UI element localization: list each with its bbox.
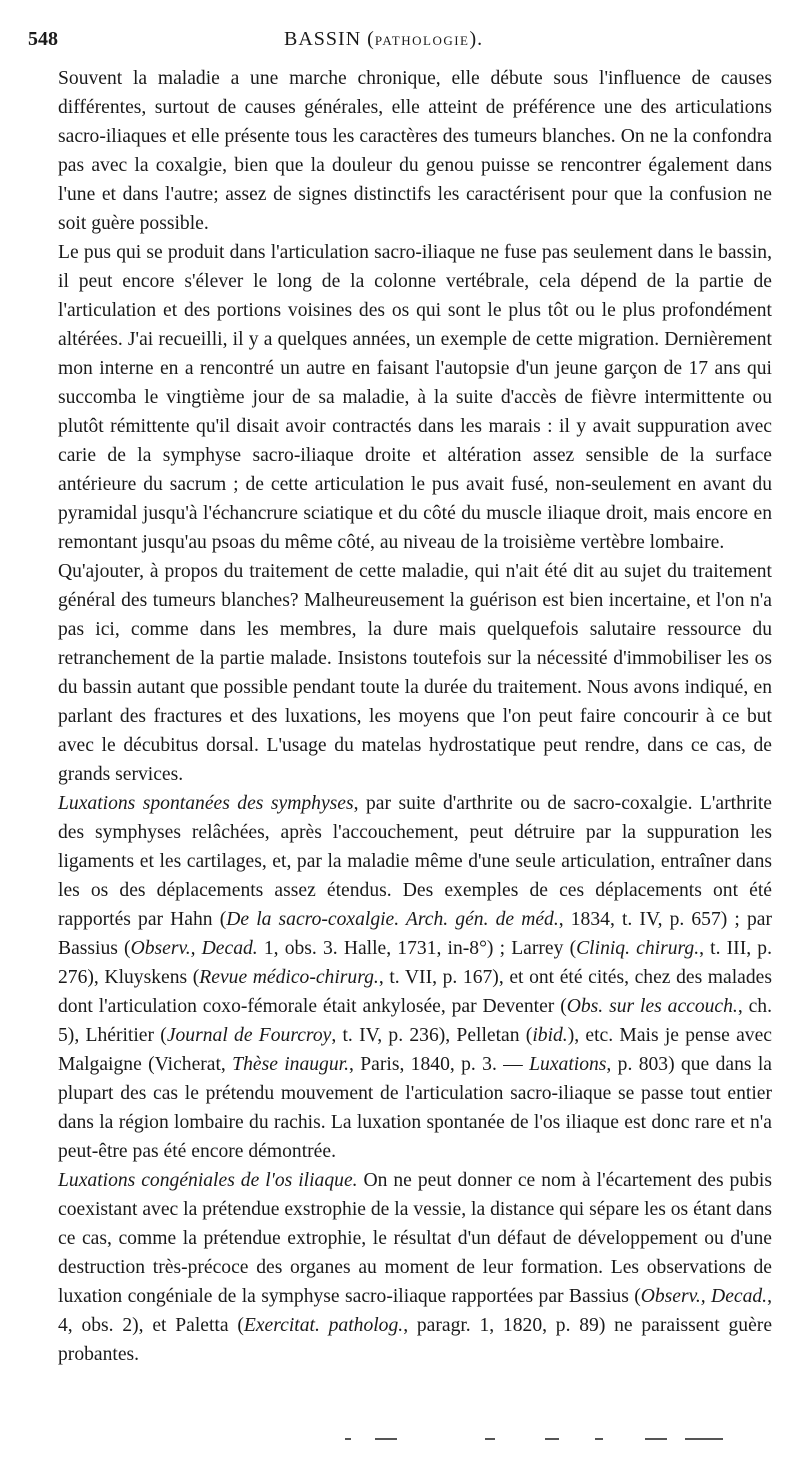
running-title-main: BASSIN <box>284 28 362 50</box>
italic-text: De la sacro-coxalgie. Arch. gén. de méd. <box>226 909 559 930</box>
text-run: , par suite d'arthrite ou de sacro-coxalgie. L'arthrite des symphyses relâchées, après l'accouchement, peut détruire par la suppuration les ligaments et les cartilages, et, par la maladie même d'une seule articulation, entraîner dans les os des déplacements assez étendus. Des exemples de ces déplacements ont été rapportés par Hahn ( <box>58 793 773 930</box>
print-mark <box>685 1438 723 1440</box>
print-mark <box>485 1438 495 1440</box>
paragraph-3 <box>58 557 772 789</box>
italic-text: Observ., Decad. <box>130 938 258 959</box>
footer-print-marks <box>345 1438 725 1442</box>
italic-text: Luxations spontanées des symphyses <box>58 793 354 814</box>
text-run: Souvent la maladie a une marche chronique, elle débute sous l'influence de causes différentes, surtout de causes générales, elle atteint de préférence une des articulations sacro-iliaques et elle présente tous les caractères des tumeurs blanches. On ne la confondra pas avec la coxalgie, bien que la douleur du genou puisse se rencontrer également dans l'une et dans l'autre; assez de signes distinctifs les caractérisent pour que la confusion ne soit guère possible. <box>58 68 772 234</box>
italic-text: Observ., Decad. <box>640 1286 768 1307</box>
text-run: Qu'ajouter, à propos du traitement de cette maladie, qui n'ait été dit au sujet du traitement général des tumeurs blanches? Malheureusement la guérison est bien incertaine, et l'on n'a pas ici, comme dans les membres, la dure mais quelquefois salutaire ressource du retranchement de la partie malade. Insistons toutefois sur la nécessité d'immobiliser les os du bassin autant que possible pendant toute la durée du traitement. Nous avons indiqué, en parlant des fractures et des luxations, les moyens que l'on peut faire concourir à ce but avec le décubitus dorsal. L'usage du matelas hydrostatique peut rendre, dans ce cas, de grands services. <box>58 561 772 785</box>
paragraph-1 <box>58 64 772 238</box>
running-title: BASSIN (PATHOLOGIE). <box>284 28 484 50</box>
page-number: 548 <box>28 28 58 50</box>
italic-text: Cliniq. chirurg. <box>576 938 700 959</box>
italic-text: Obs. sur les accouch. <box>566 996 738 1017</box>
italic-text: Luxations congéniales de l'os iliaque. <box>58 1170 358 1191</box>
text-run: ), etc. Mais je pense avec Malgaigne (Vicherat, <box>58 1025 772 1075</box>
italic-text: Thèse inaugur. <box>232 1054 350 1075</box>
text-run: , p. 803) que dans la plupart des cas le prétendu mouvement de l'articulation sacro-iliaque se passe tout entier dans la région lombaire du rachis. La luxation spontanée de l'os iliaque est donc rare et n'a peut-être pas été encore démontrée. <box>58 1054 772 1162</box>
print-mark <box>595 1438 603 1440</box>
italic-text: ibid. <box>532 1025 568 1046</box>
text-run: , ch. 5), Lhéritier ( <box>58 996 772 1046</box>
page-header <box>28 28 772 58</box>
text-run: , 1834, t. IV, p. 657) ; par Bassius ( <box>58 909 772 959</box>
text-run: 1, obs. 3. Halle, 1731, in-8°) ; Larrey ( <box>257 938 577 959</box>
paragraph-4 <box>58 789 772 1166</box>
text-run: Le pus qui se produit dans l'articulation sacro-iliaque ne fuse pas seulement dans le bassin, il peut encore s'élever le long de la colonne vertébrale, cela dépend de la partie de l'articulation et des portions voisines des os qui sont le plus tôt ou le plus profondément altérées. J'ai recueilli, il y a quelques années, un exemple de cette migration. Dernièrement mon interne en a rencontré un autre en faisant l'autopsie d'un jeune garçon de 17 ans qui succomba le vingtième jour de sa maladie, à la suite d'accès de fièvre intermittente ou plutôt rémittente qu'il disait avoir contractés dans les marais : il y avait suppuration avec carie de la symphyse sacro-iliaque droite et altération assez sensible de la surface antérieure du sacrum ; de cette articulation le pus avait fusé, non-seulement en avant du pyramidal jusqu'à l'échancrure sciatique et du côté du muscle iliaque droit, mais encore en remontant jusqu'au psoas du même côté, au niveau de la troisième vertèbre lombaire. <box>58 242 772 553</box>
print-mark <box>645 1438 667 1440</box>
italic-text: Revue médico-chirurg. <box>199 967 379 988</box>
text-run: On ne peut donner ce nom à l'écartement des pubis coexistant avec la prétendue exstrophie de la vessie, la distance qui sépare les os étant dans ce cas, comme la prétendue extrophie, le résultat d'un défaut de développement ou d'une destruction très-précoce des organes au moment de leur formation. Les observations de luxation congéniale de la symphyse sacro-iliaque rapportées par Bassius ( <box>58 1170 773 1307</box>
text-run: , t. VII, p. 167), et ont été cités, chez des malades dont l'articulation coxo-fémorale était ankylosée, par Deventer ( <box>58 967 772 1017</box>
text-run: , paragr. 1, 1820, p. 89) ne paraissent guère probantes. <box>58 1315 773 1365</box>
print-mark <box>345 1438 351 1440</box>
paragraph-2 <box>58 238 772 557</box>
paragraph-5 <box>58 1166 772 1369</box>
text-run: , 4, obs. 2), et Paletta ( <box>58 1286 772 1336</box>
text-run: , t. IV, p. 236), Pelletan ( <box>331 1025 533 1046</box>
italic-text: Exercitat. patholog. <box>243 1315 404 1336</box>
text-run: , Paris, 1840, p. 3. — <box>349 1054 530 1075</box>
print-mark <box>545 1438 559 1440</box>
print-mark <box>375 1438 397 1440</box>
text-run: , t. III, p. 276), Kluyskens ( <box>58 938 772 988</box>
italic-text: Journal de Fourcroy <box>166 1025 332 1046</box>
italic-text: Luxations <box>529 1054 607 1075</box>
running-title-sub: PATHOLOGIE <box>374 33 470 48</box>
body-text <box>58 64 772 1369</box>
